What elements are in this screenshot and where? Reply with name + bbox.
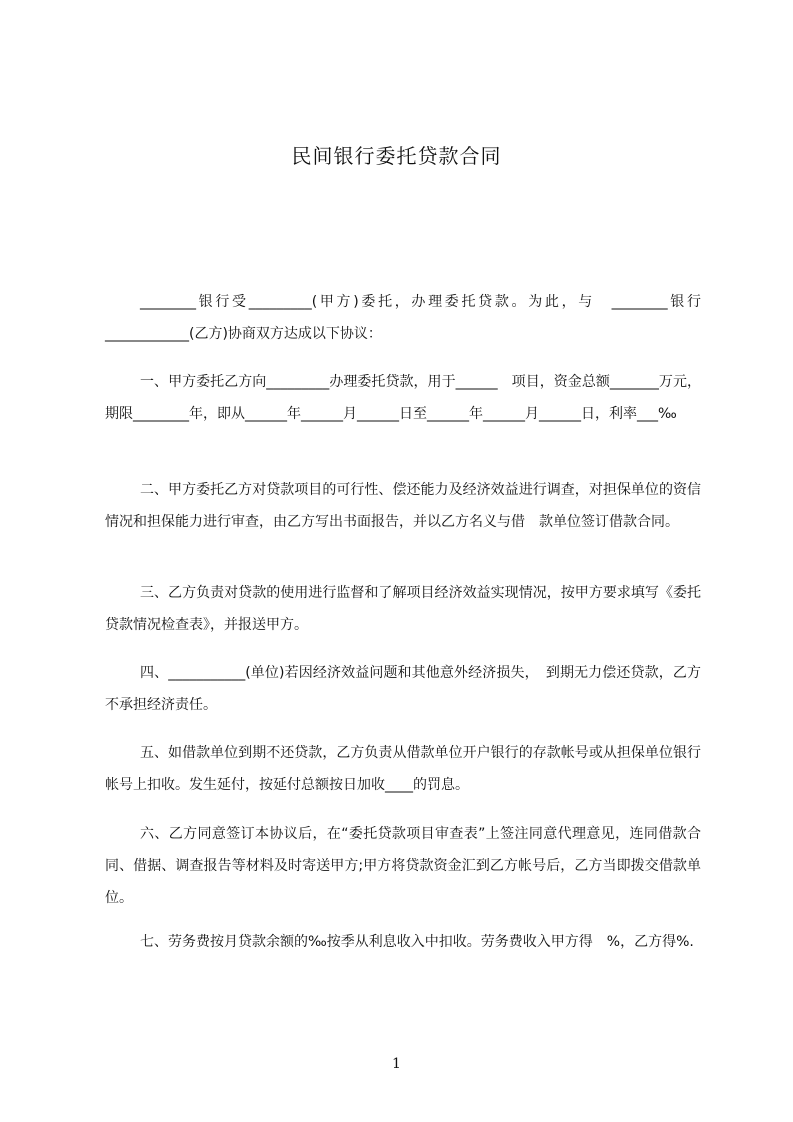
paragraph-clause-7: 七、劳务费按月贷款余额的‰按季从利息收入中扣收。劳务费收入甲方得 %，乙方得%. [140, 934, 694, 950]
paragraph-clause-2: 二、甲方委托乙方对贷款项目的可行性、偿还能力及经济效益进行调查，对担保单位的资信情况和担保能力进行审查，由乙方写出书面报告，并以乙方名义与借 款单位签订借款合同。 [105, 482, 701, 530]
document-title: 民间银行委托贷款合同 [291, 144, 502, 168]
paragraph-clause-4: 四、___________(单位)若因经济效益问题和其他意外经济损失， 到期无力偿还贷款，乙方不承担经济责任。 [105, 665, 701, 713]
paragraph-clause-6: 六、乙方同意签订本协议后，在“委托贷款项目审查表”上签注同意代理意见，连同借款合同、借据、调查报告等材料及时寄送甲方;甲方将贷款资金汇到乙方帐号后，乙方当即拨交借款单位。 [105, 826, 701, 906]
page-number: 1 [392, 1056, 401, 1072]
paragraph-clause-3: 三、乙方负责对贷款的使用进行监督和了解项目经济效益实现情况，按甲方要求填写《委托贷款情况检查表》，并报送甲方。 [105, 585, 701, 633]
paragraph-clause-1: 一、甲方委托乙方向_________办理委托贷款，用于______ 项目，资金总额_______万元，期限________年，即从______年______月______日至______年______月______日，利率___‰ [105, 374, 701, 422]
paragraph-preamble: ________银行受_________(甲方)委托，办理委托贷款。为此，与 ________银行____________(乙方)协商双方达成以下协议： [105, 294, 701, 342]
paragraph-clause-5: 五、如借款单位到期不还贷款，乙方负责从借款单位开户银行的存款帐号或从担保单位银行帐号上扣收。发生延付，按延付总额按日加收____的罚息。 [105, 745, 701, 793]
